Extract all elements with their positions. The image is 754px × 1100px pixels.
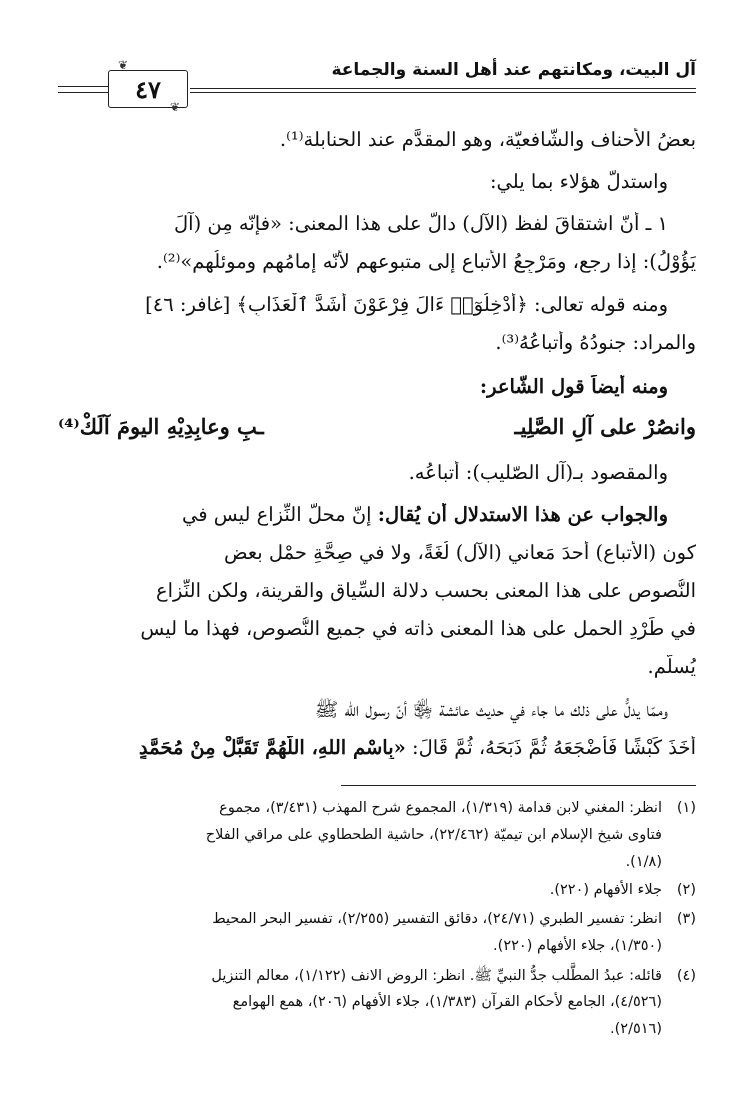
hadith-text: أَخَذَ كَبْشًا فَأَضْجَعَهُ ثُمَّ ذَبَحَهُ، ثُمَّ قَالَ:: [405, 736, 696, 759]
answer-heading: والجواب عن هذا الاستدلال أن يُقال:: [377, 503, 668, 526]
footnote-separator: [341, 785, 696, 786]
poem-verse: [58, 414, 696, 439]
header-rule: [190, 88, 696, 89]
header-rule-secondary: [190, 92, 696, 93]
ornament-icon: ❦: [170, 100, 181, 114]
footnote-3-line: (١/٣٥٠)، جلاء الأفهام (٢٢٠).: [493, 938, 662, 954]
page-number-rule: [58, 92, 108, 93]
footnote-1-line: (١/٨).: [625, 854, 662, 870]
page-number: ٤٧: [108, 70, 188, 108]
text-line: والمقصود بـ(آل الصّليب): أتباعُه.: [408, 461, 668, 484]
text-line: ومنه أيضاً قول الشّاعر:: [479, 375, 668, 398]
footnote-2: (٢)جلاء الأفهام (٢٢٠).: [549, 882, 696, 898]
text-line: يُسلَّم.: [647, 655, 696, 678]
text-line: والمراد: جنودُهُ وأتباعُهُ⁽³⁾.: [495, 331, 696, 354]
text-line: يَؤُوْلُ): إذا رجع، ومَرْجِعُ الأتباع إلى متبوعهم لأنّه إمامُهم وموئلُهم»⁽²⁾.: [156, 250, 696, 273]
text-line: [58, 503, 696, 526]
footnote-1-line: فتاوى شيخ الإسلام ابن تيميّة (٢٢/٤٦٢)، حاشية الطحطاوي على مراقي الفلاح: [205, 827, 662, 843]
footnote-1: (١)انظر: المغني لابن قدامة (١/٣١٩)، المجموع شرح المهذب (٣/٤٣١)، مجموع: [219, 800, 696, 816]
text-line: [58, 736, 696, 759]
footnote-3: (٣)انظر: تفسير الطبري (٢٤/٧١)، دقائق التفسير (٢/٢٥٥)، تفسير البحر المحيط: [212, 911, 696, 927]
text-line: ١ ـ أنّ اشتقاقَ لفظ (الآل) دالٌّ على هذا المعنى: «فإنّه مِن (آلَ: [174, 212, 668, 235]
footnote-4-line: (٤/٥٢٦)، الجامع لأحكام القرآن (١/٣٨٣)، جلاء الأفهام (٢٠٦)، همع الهوامع: [232, 994, 662, 1010]
poem-hemistich-second: ـبِ وعابِدِيْهِ اليومَ آلَكْ⁽⁴⁾: [58, 414, 264, 439]
running-header-title: آل البيت، ومكانتهم عند أهل السنة والجماعة: [331, 60, 696, 80]
text-line: ومنه قوله تعالى: ﴿أَدْخِلُوٓا۟ ءَالَ فِرْعَوْنَ أَشَدَّ ٱلْعَذَابِ﴾ [غافر: ٤٦]: [145, 293, 668, 316]
text-line: في طَرْدِ الحمل على هذا المعنى ذاته في جميع النُّصوص، فهذا ما ليس: [140, 617, 696, 640]
text-line: كون (الأتباع) أحدَ مَعاني (الآل) لُغَةً، ولا في صِحَّةِ حمْلِ بعض: [223, 541, 696, 564]
ornament-icon: ❦: [118, 58, 129, 72]
footnote-4: (٤)قائله: عبدُ المطَّلب جدُّ النبيِّ ﷺ. انظر: الروض الانف (١/١٢٢)، معالم التنزيل: [211, 968, 696, 984]
text-line: النُّصوص على هذا المعنى بحسب دلالة السِّياق والقرينة، ولكن النِّزاع: [155, 579, 696, 602]
text-line: وممّا يدلُّ على ذلك ما جاء في حديث عائشة ﵂ أنّ رسول الله ﷺ: [314, 698, 668, 721]
text-line: واستدلّ هؤلاء بما يلي:: [489, 170, 668, 193]
text-span: إنّ محلَّ النِّزاع ليس في: [181, 503, 378, 526]
text-line: بعضُ الأحناف والشّافعيّة، وهو المقدَّم عند الحنابلة⁽¹⁾.: [279, 128, 696, 151]
poem-hemistich-first: وانصُرْ على آلِ الصَّلِيـ: [514, 414, 696, 439]
page-number-rule: [58, 86, 108, 87]
hadith-quote: «بِاسْمِ اللهِ، اللَّهُمَّ تَقَبَّلْ مِنْ مُحَمَّدٍ: [138, 736, 406, 759]
footnote-4-line: (٢/٥١٦).: [610, 1021, 662, 1037]
